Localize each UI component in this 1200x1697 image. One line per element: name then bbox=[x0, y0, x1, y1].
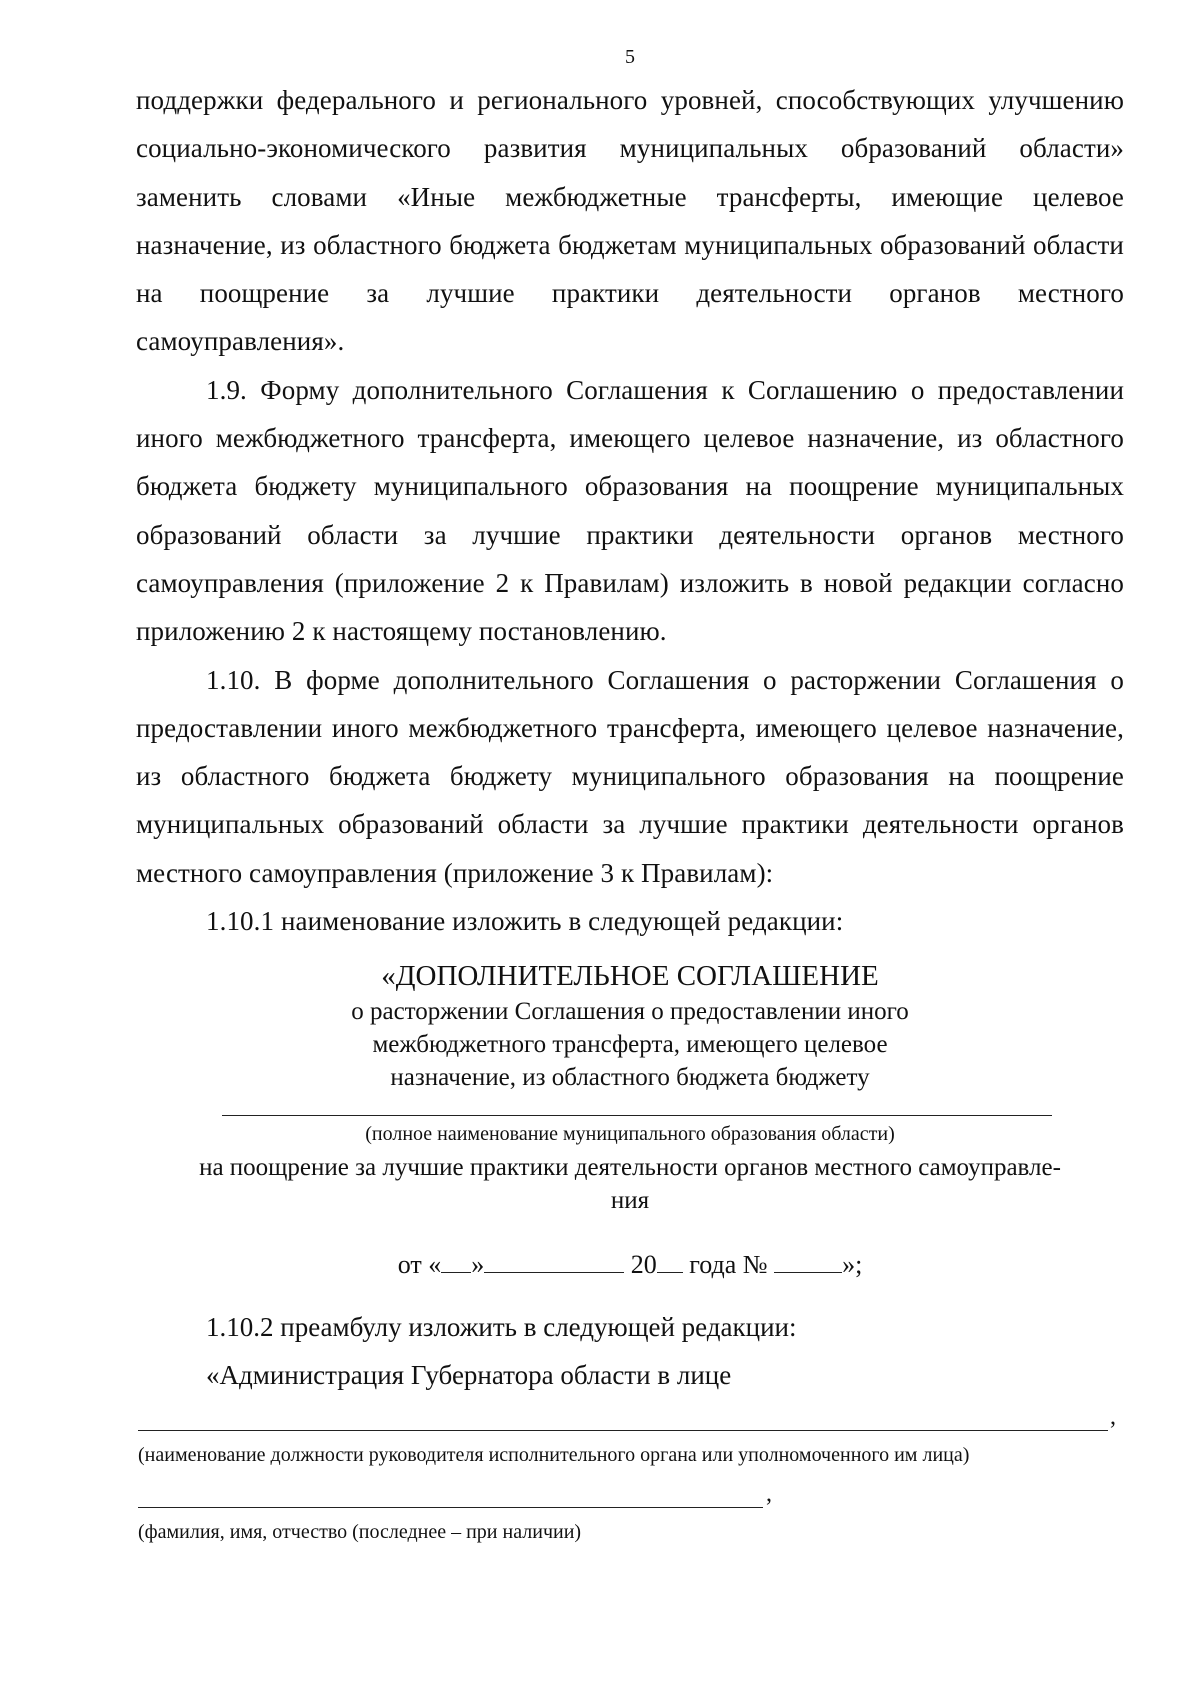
paragraph-1-10-2: 1.10.2 преамбулу изложить в следующей редакции: bbox=[206, 1312, 797, 1342]
day-blank bbox=[441, 1248, 471, 1273]
municipality-caption: (полное наименование муниципального образования области) bbox=[365, 1123, 895, 1145]
year-prefix: 20 bbox=[630, 1250, 657, 1279]
position-caption: (наименование должности руководителя исполнительного органа или уполномоченного им лица) bbox=[138, 1444, 970, 1466]
preamble-line-1: «Администрация Губернатора области в лице bbox=[206, 1360, 732, 1390]
agreement-subtitle-line-5: ния bbox=[610, 1187, 650, 1214]
comma-1: , bbox=[1110, 1404, 1116, 1430]
paragraph-1-10: 1.10. В форме дополнительного Соглашения о расторжении Соглашения о предоставлении иного межбюджетного трансферта, имеющего целевое назначение, из областного бюджета бюджету муниципального образования на поощрение муниципальных образований области за лучшие практики деятельности органов местного самоуправления (приложение 3 к Правилам): bbox=[136, 664, 1124, 888]
year-blank bbox=[657, 1248, 683, 1273]
name-caption: (фамилия, имя, отчество (последнее – при наличии) bbox=[138, 1521, 582, 1543]
comma-2: , bbox=[766, 1481, 772, 1507]
number-blank bbox=[774, 1248, 842, 1273]
position-blank bbox=[138, 1430, 1108, 1431]
agreement-subtitle-line-3: назначение, из областного бюджета бюджету bbox=[390, 1064, 870, 1091]
date-quote-close: » bbox=[471, 1250, 485, 1279]
date-suffix: »; bbox=[842, 1250, 863, 1279]
paragraph-1-9: 1.9. Форму дополнительного Соглашения к Соглашению о предоставлении иного межбюджетного трансферта, имеющего целевое назначение, из областного бюджета бюджету муниципального образования на поощрение муниципальных образований области за лучшие практики деятельности органов местного самоуправления (приложение 2 к Правилам) изложить в новой редакции согласно приложению 2 к настоящему постановлению. bbox=[136, 374, 1124, 647]
page-number: 5 bbox=[625, 46, 635, 68]
month-blank bbox=[484, 1248, 624, 1273]
main-text bbox=[136, 76, 1124, 945]
agreement-subtitle-line-1: о расторжении Соглашения о предоставлении иного bbox=[351, 998, 909, 1025]
paragraph-1-10-1: 1.10.1 наименование изложить в следующей редакции: bbox=[206, 906, 844, 937]
date-prefix: от « bbox=[397, 1250, 442, 1279]
agreement-date-line bbox=[0, 1248, 1200, 1280]
agreement-subtitle-line-2: межбюджетного трансферта, имеющего целевое bbox=[372, 1031, 888, 1058]
full-name-blank bbox=[138, 1507, 763, 1508]
year-word: года № bbox=[689, 1250, 768, 1279]
agreement-subtitle-line-4: на поощрение за лучшие практики деятельности органов местного самоуправле- bbox=[199, 1154, 1061, 1181]
agreement-title: «ДОПОЛНИТЕЛЬНОЕ СОГЛАШЕНИЕ bbox=[381, 960, 879, 992]
paragraph-continuation: поддержки федерального и регионального уровней, способствующих улучшению социально-экономического развития муниципальных образований области» заменить словами «Иные межбюджетные трансферты, имеющие целевое назначение, из областного бюджета бюджетам муниципальных образований области на поощрение за лучшие практики деятельности органов местного самоуправления». bbox=[136, 85, 1124, 357]
municipality-name-blank bbox=[222, 1115, 1052, 1116]
